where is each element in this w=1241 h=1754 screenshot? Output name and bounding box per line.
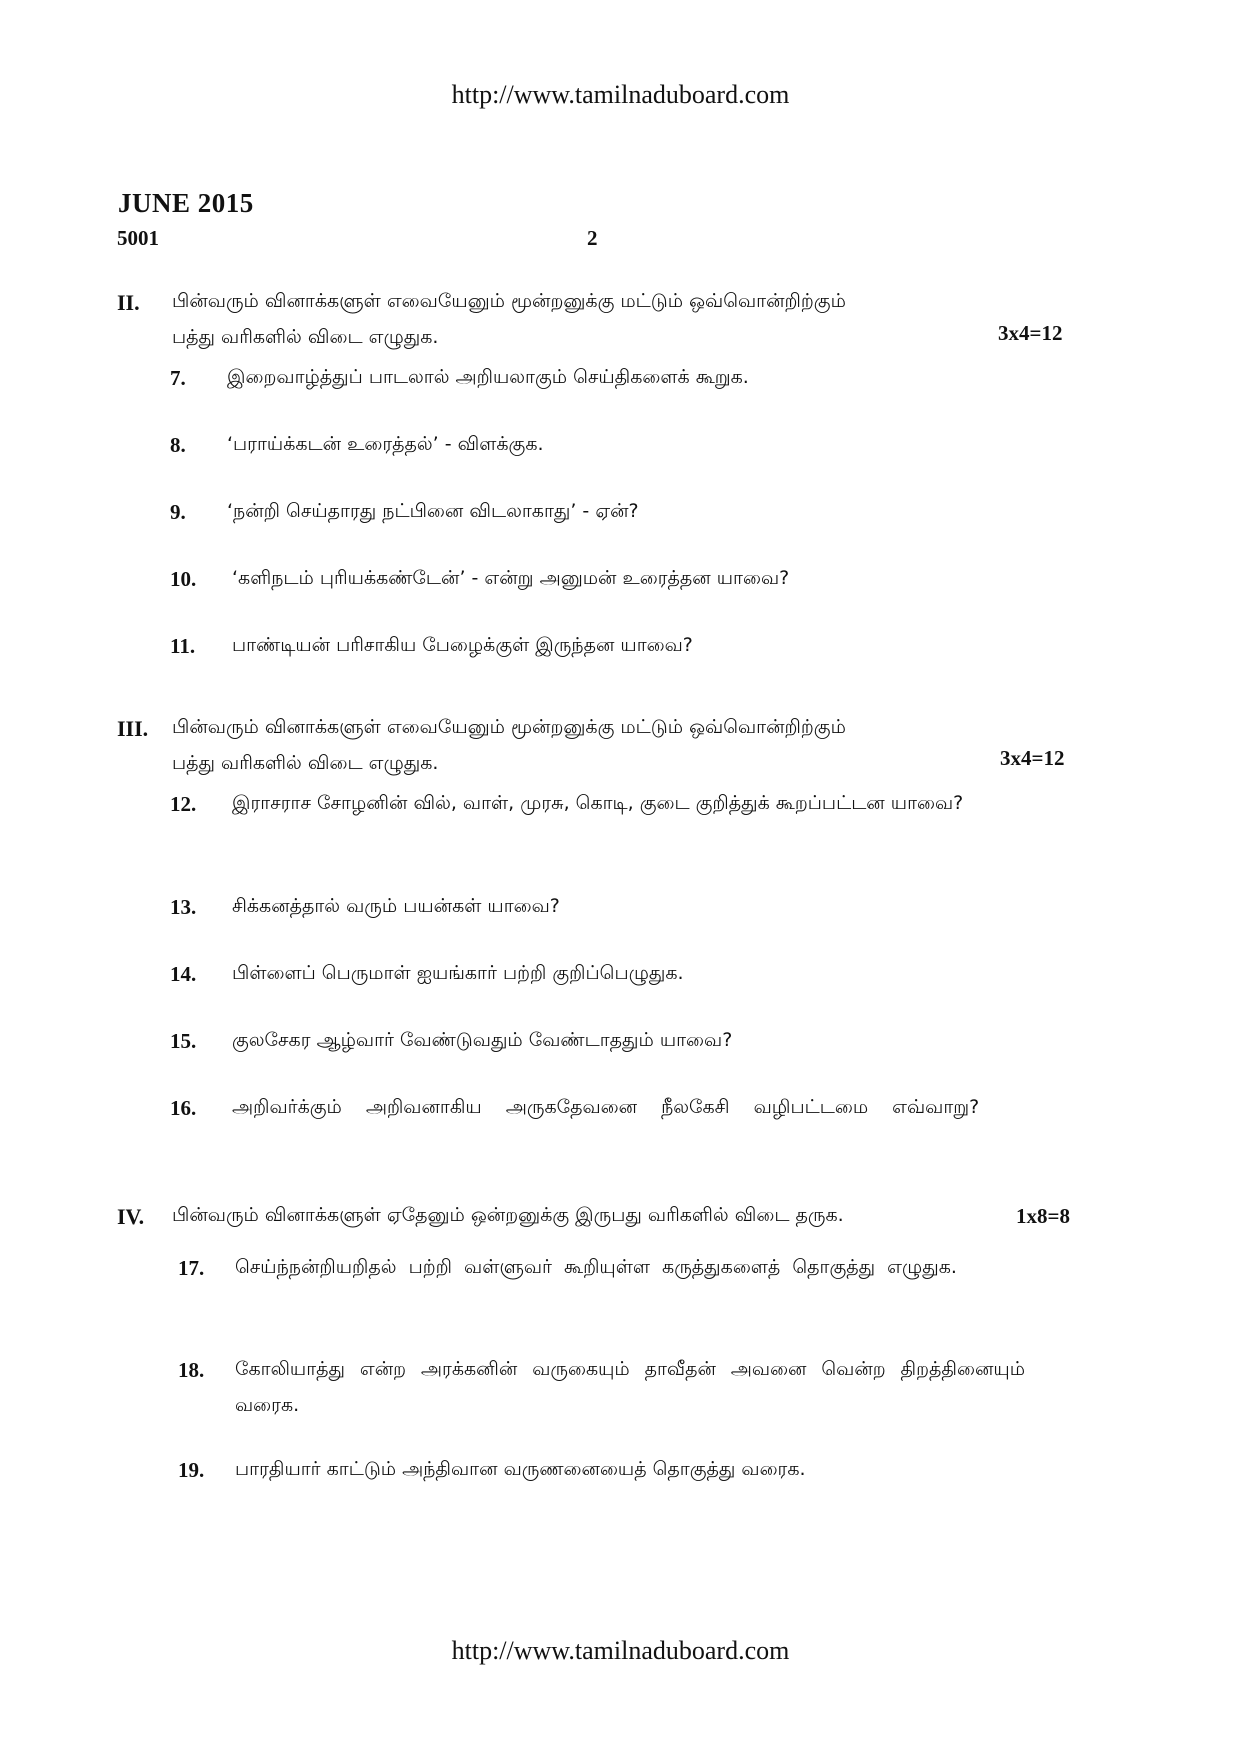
question-text: கோலியாத்து என்ற அரக்கனின் வருகையும் தாவீதன் அவனை வென்ற திறத்தினையும் வரைக. <box>235 1358 1025 1416</box>
question-text: பாண்டியன் பரிசாகிய பேழைக்குள் இருந்தன யாவை? <box>232 634 693 656</box>
question-number: 9. <box>170 500 186 524</box>
section-instruction-line: பின்வரும் வினாக்களுள் ஏதேனும் ஒன்றனுக்கு இருபது வரிகளில் விடை தருக. <box>172 1204 844 1226</box>
question-text: குலசேகர ஆழ்வார் வேண்டுவதும் வேண்டாததும் யாவை? <box>232 1029 733 1051</box>
section-instruction-line: பின்வரும் வினாக்களுள் எவையேனும் மூன்றனுக்கு மட்டும் ஒவ்வொன்றிற்கும் <box>172 290 846 312</box>
question-text: ‘களிநடம் புரியக்கண்டேன்’ - என்று அனுமன் உரைத்தன யாவை? <box>232 567 790 589</box>
exam-session: JUNE 2015 <box>118 188 254 218</box>
section-instruction <box>172 283 846 355</box>
question-number: 8. <box>170 433 186 457</box>
section-number: IV. <box>117 1204 145 1229</box>
section-marks: 3x4=12 <box>1000 746 1065 770</box>
question-text: செய்ந்நன்றியறிதல் பற்றி வள்ளுவர் கூறியுள்ள கருத்துகளைத் தொகுத்து எழுதுக. <box>235 1256 957 1278</box>
question-number: 10. <box>170 567 197 591</box>
question-text: இராசராச சோழனின் வில், வாள், முரசு, கொடி, குடை குறித்துக் கூறப்பட்டன யாவை? <box>232 792 964 814</box>
section-marks: 3x4=12 <box>998 321 1063 345</box>
question-text: அறிவர்க்கும் அறிவனாகிய அருகதேவனை நீலகேசி வழிபட்டமை எவ்வாறு? <box>232 1096 980 1118</box>
question-text: ‘நன்றி செய்தாரது நட்பினை விடலாகாது’ - ஏன்? <box>227 500 639 522</box>
question-number: 11. <box>170 634 196 658</box>
section-instruction-line: பின்வரும் வினாக்களுள் எவையேனும் மூன்றனுக்கு மட்டும் ஒவ்வொன்றிற்கும் <box>172 716 846 738</box>
section-number: III. <box>117 716 149 741</box>
section-instruction-line: பத்து வரிகளில் விடை எழுதுக. <box>172 752 439 774</box>
question-number: 19. <box>178 1458 205 1482</box>
question-number: 17. <box>178 1256 205 1280</box>
section-instruction <box>172 1197 844 1233</box>
page-number: 2 <box>587 226 598 250</box>
question-number: 14. <box>170 962 197 986</box>
question-text: ‘பராய்க்கடன் உரைத்தல்’ - விளக்குக. <box>227 433 544 455</box>
question-text: பிள்ளைப் பெருமாள் ஐயங்கார் பற்றி குறிப்பெழுதுக. <box>232 962 684 984</box>
question-number: 18. <box>178 1358 205 1382</box>
section-number: II. <box>117 290 140 315</box>
section-instruction-line: பத்து வரிகளில் விடை எழுதுக. <box>172 326 439 348</box>
footer-url: http://www.tamilnaduboard.com <box>451 1636 790 1665</box>
question-text: பாரதியார் காட்டும் அந்திவான வருணனையைத் தொகுத்து வரைக. <box>235 1458 806 1480</box>
header-url: http://www.tamilnaduboard.com <box>451 80 790 109</box>
question-text: இறைவாழ்த்துப் பாடலால் அறியலாகும் செய்திகளைக் கூறுக. <box>227 366 749 388</box>
question-number: 15. <box>170 1029 197 1053</box>
question-number: 7. <box>170 366 186 390</box>
question-number: 12. <box>170 792 197 816</box>
question-number: 16. <box>170 1096 197 1120</box>
section-marks: 1x8=8 <box>1016 1204 1070 1228</box>
paper-code: 5001 <box>117 226 159 250</box>
question-number: 13. <box>170 895 197 919</box>
section-instruction <box>172 709 846 781</box>
question-text: சிக்கனத்தால் வரும் பயன்கள் யாவை? <box>232 895 560 917</box>
